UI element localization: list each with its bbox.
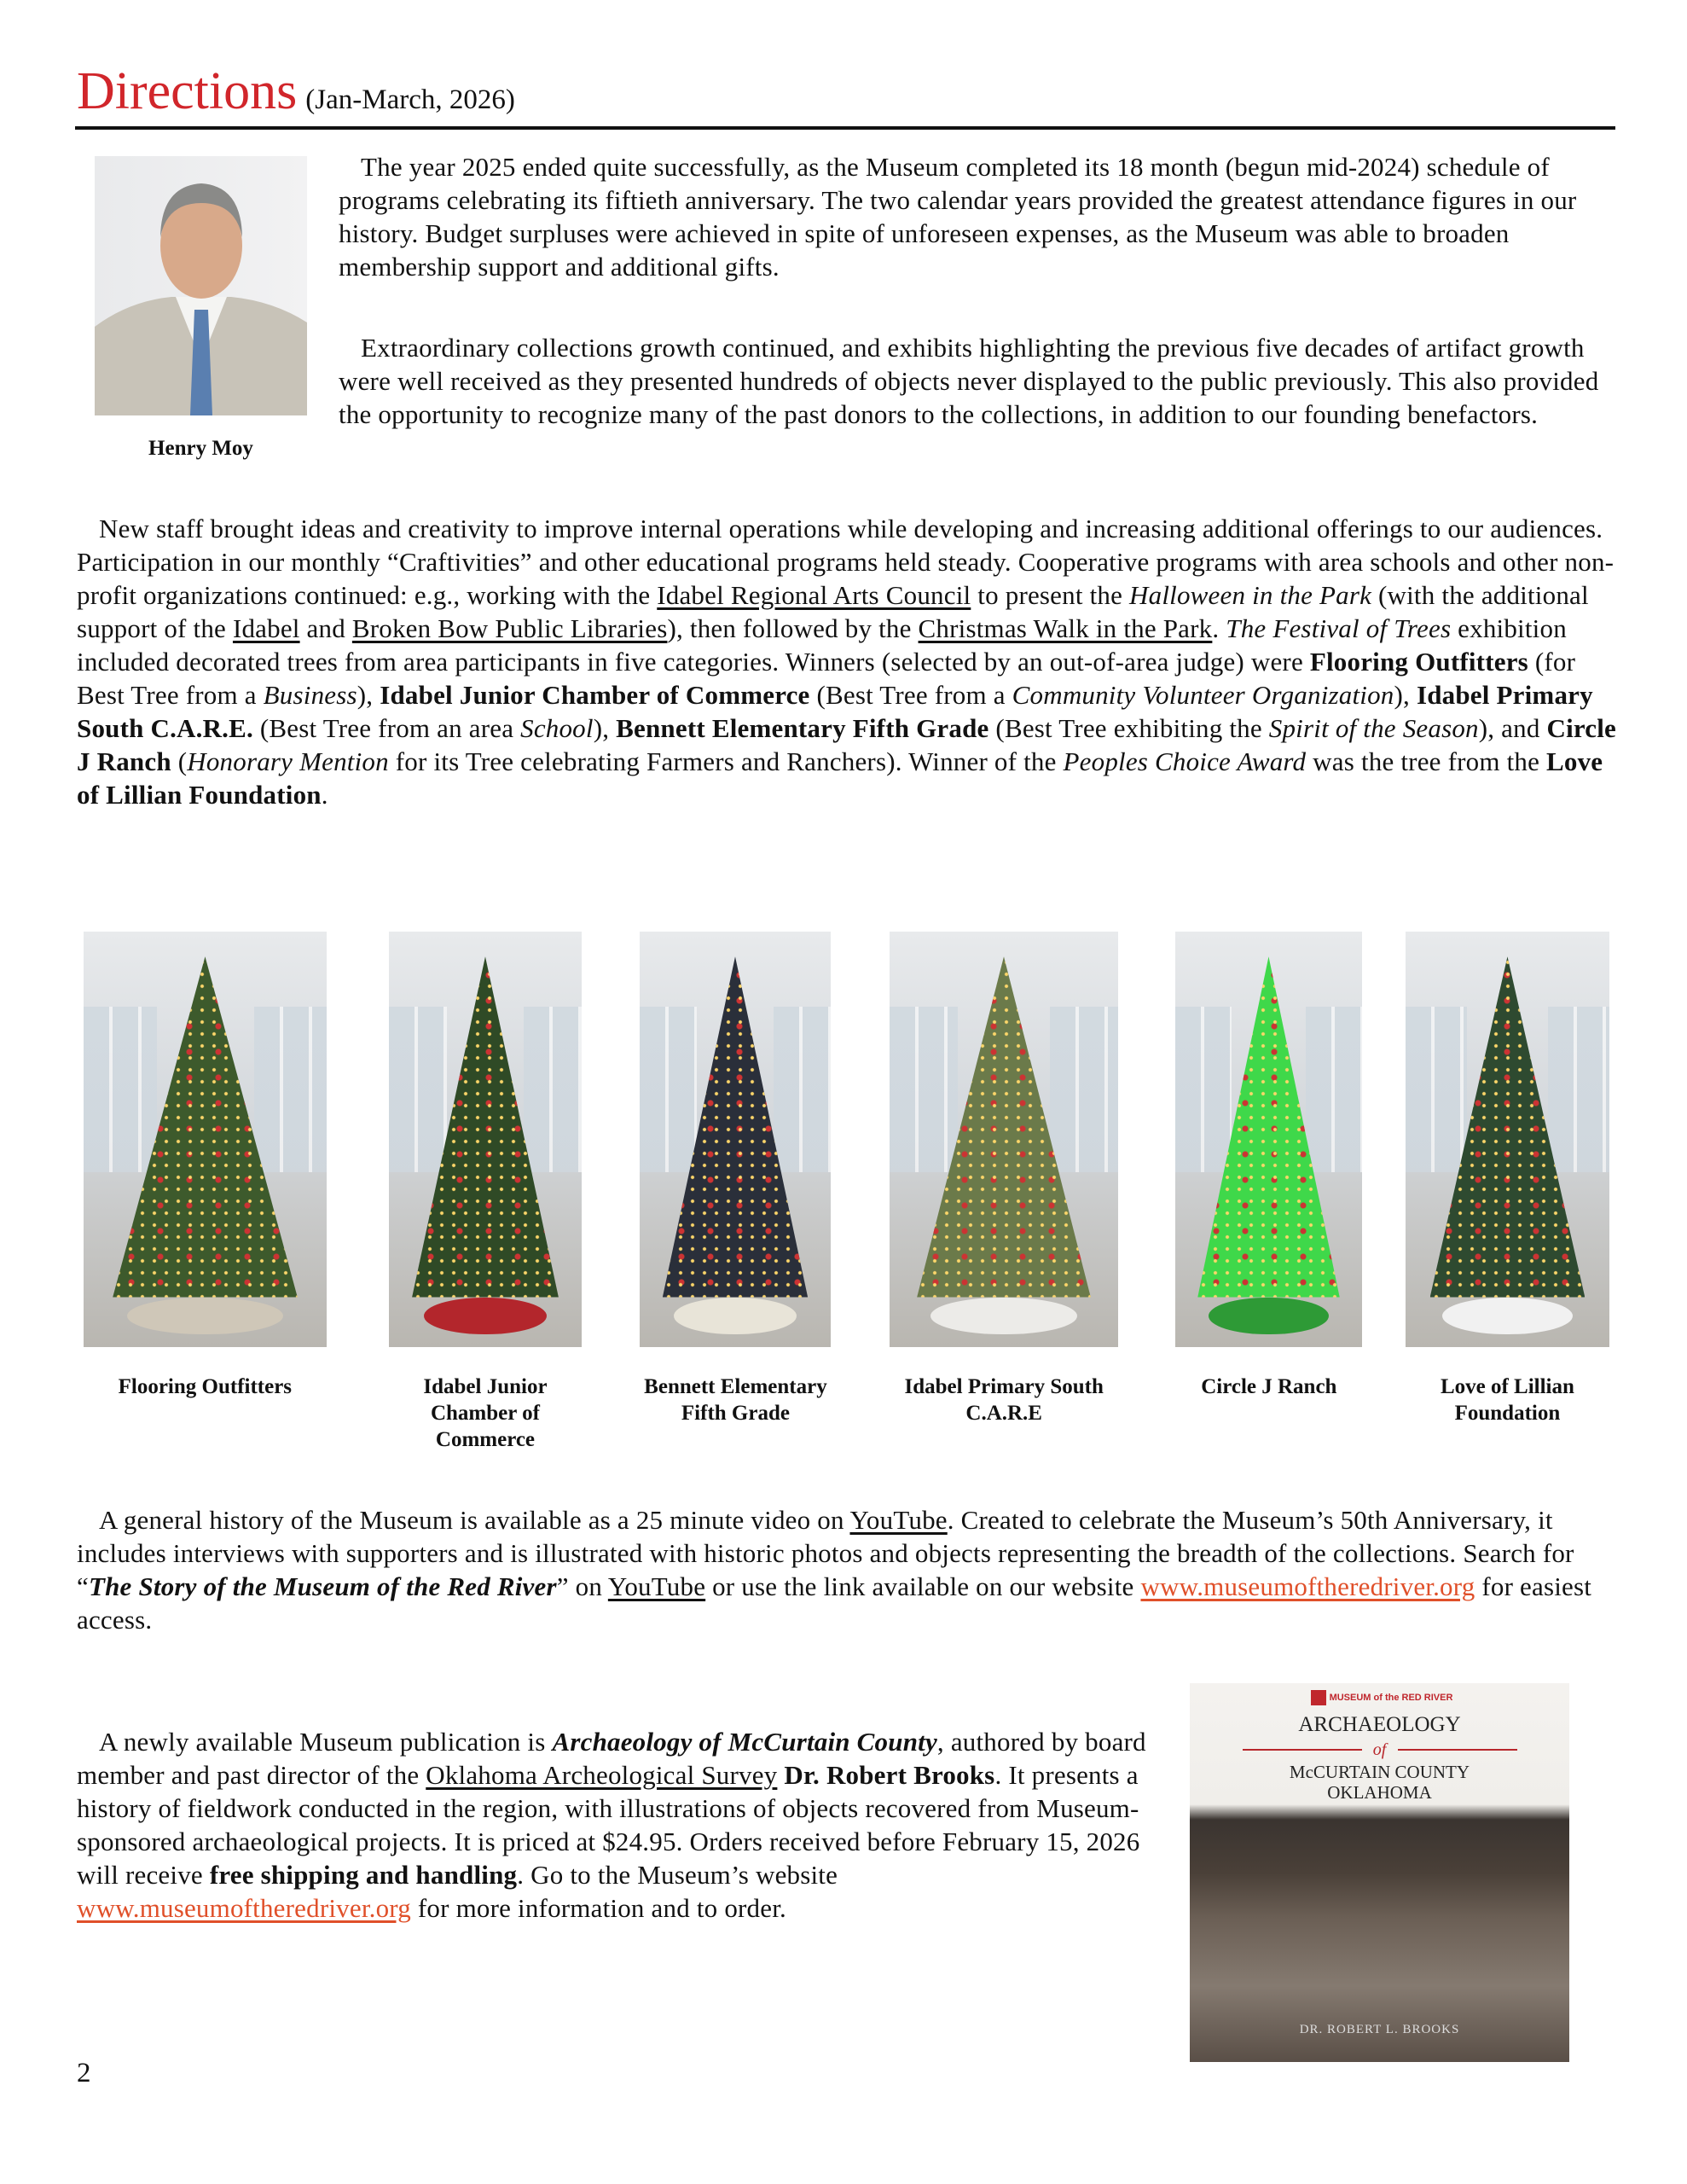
book-cover-image xyxy=(1190,1683,1569,2062)
window xyxy=(1050,1007,1118,1173)
text-run: A newly available Museum publication is xyxy=(99,1727,553,1757)
intro-paragraph xyxy=(339,150,1609,283)
collections-paragraph xyxy=(339,331,1609,431)
text-link[interactable]: Broken Bow Public Libraries xyxy=(351,613,668,643)
emphasis-text: Dr. Robert Brooks xyxy=(784,1760,995,1790)
text-run: , authored by board member and past director of the xyxy=(77,1727,1146,1790)
tree-caption: Bennett Elementary Fifth Grade xyxy=(644,1375,827,1425)
section-title: Directions xyxy=(77,62,298,120)
book-title-line2 xyxy=(1190,1762,1569,1803)
text-run: (Best Tree from an area xyxy=(252,713,521,743)
museum-logo-text: MUSEUM of the RED RIVER xyxy=(1329,1693,1453,1703)
text-link[interactable]: Idabel xyxy=(232,613,300,643)
tree-photo xyxy=(1175,932,1362,1347)
text-run: ), xyxy=(1394,680,1417,710)
text-run: A general history of the Museum is available as a 25 minute video on xyxy=(99,1505,850,1535)
book-title-of: of xyxy=(1372,1740,1387,1759)
tree-caption: Flooring Outfitters xyxy=(118,1375,293,1398)
text-run: The year 2025 ended quite successfully, as the Museum completed its 18 month (begun mid-2024) schedule of programs celebrating its fiftieth anniversary. The two calendar years provided the greatest attendance figures in our history. Budget surpluses were achieved in spite of unforeseen expenses, as the Museum was able to broaden membership support and additional gifts. xyxy=(339,152,1577,282)
window xyxy=(1406,1007,1467,1173)
emphasis-text: The Story of the Museum of the Red River xyxy=(88,1571,557,1601)
tree-skirt xyxy=(127,1298,282,1335)
book-county: McCURTAIN COUNTY xyxy=(1289,1762,1470,1782)
tree-photo xyxy=(84,932,327,1347)
text-link[interactable]: YouTube xyxy=(607,1571,706,1601)
page-number: 2 xyxy=(77,2058,91,2088)
tree-caption: Idabel Primary South C.A.R.E xyxy=(904,1375,1104,1425)
emphasis-text: Peoples Choice Award xyxy=(1063,746,1307,776)
tree-skirt xyxy=(930,1298,1077,1335)
text-link[interactable]: Oklahoma Archeological Survey xyxy=(426,1760,778,1790)
text-run: . Go to the Museum’s website xyxy=(517,1860,838,1890)
text-run: (Best Tree exhibiting the xyxy=(988,713,1269,743)
text-run: (with the additional support of the xyxy=(77,580,1589,643)
text-run: ), then followed by the xyxy=(667,613,919,643)
window xyxy=(524,1007,582,1173)
tree-photo xyxy=(1406,932,1609,1347)
book-author: DR. ROBERT L. BROOKS xyxy=(1299,2023,1460,2036)
tree-caption: Idabel Junior Chamber of Commerce xyxy=(423,1375,548,1451)
tree-skirt xyxy=(1442,1298,1573,1335)
text-run: for more information and to order. xyxy=(410,1893,786,1923)
person-photo-icon xyxy=(95,156,307,415)
emphasis-text: Spirit of the Season xyxy=(1268,713,1479,743)
emphasis-text: Business xyxy=(263,680,357,710)
text-run: ( xyxy=(171,746,188,776)
text-run: or use the link available on our website xyxy=(705,1571,1141,1601)
text-run: exhibition included decorated trees from area participants in five categories. Winners (selected by an out-of-area judge) were xyxy=(77,613,1567,677)
window xyxy=(640,1007,697,1173)
book-title-line1: ARCHAEOLOGY xyxy=(1298,1713,1461,1736)
text-run: New staff brought ideas and creativity to improve internal operations while developing and increasing additional offerings to our audiences. Participation in our monthly “Craftivities” and other educational programs held steady. Cooperative programs with area schools and other non-profit organizations continued: e.g., working with the xyxy=(77,514,1615,610)
publication-paragraph xyxy=(77,1725,1151,1925)
emphasis-text: Halloween in the Park xyxy=(1129,580,1372,610)
staff-programs-paragraph xyxy=(77,512,1620,811)
text-run: . It presents a history of fieldwork conducted in the region, with illustrations of objects recovered from Museum-sponsored archaeological projects. It is priced at $24.95. Orders received before February 15, 2026 will receive xyxy=(77,1760,1140,1890)
text-run: . Created to celebrate the Museum’s 50th Anniversary, it includes interviews with supporters and is illustrated with historic photos and objects representing the breadth of the collections. Search for “ xyxy=(77,1505,1574,1601)
text-run: for easiest access. xyxy=(77,1571,1592,1635)
text-run: . xyxy=(321,780,328,810)
text-run: ” on xyxy=(556,1571,608,1601)
emphasis-text: Honorary Mention xyxy=(187,746,389,776)
emphasis-text: Idabel Junior Chamber of Commerce xyxy=(380,680,810,710)
text-run: (for Best Tree from a xyxy=(77,647,1576,710)
emphasis-text: Flooring Outfitters xyxy=(1309,647,1528,677)
history-video-paragraph xyxy=(77,1503,1620,1636)
text-run: to present the xyxy=(971,580,1130,610)
emphasis-text: Circle J Ranch xyxy=(77,713,1617,776)
emphasis-text: Community Volunteer Organization xyxy=(1012,680,1394,710)
window xyxy=(890,1007,958,1173)
page-title xyxy=(77,61,515,122)
tree-skirt xyxy=(1209,1298,1328,1335)
text-run: and xyxy=(299,613,352,643)
emphasis-text: Idabel Primary South C.A.R.E. xyxy=(77,680,1593,743)
portrait-caption: Henry Moy xyxy=(148,437,253,460)
text-link[interactable]: www.museumoftheredriver.org xyxy=(77,1893,411,1923)
text-run: . xyxy=(1212,613,1226,643)
window xyxy=(1548,1007,1609,1173)
emphasis-text: Archaeology of McCurtain County xyxy=(552,1727,937,1757)
text-link[interactable]: Idabel Regional Arts Council xyxy=(657,580,971,610)
text-run: was the tree from the xyxy=(1306,746,1547,776)
emphasis-text: Bennett Elementary Fifth Grade xyxy=(616,713,989,743)
tree-skirt xyxy=(424,1298,548,1335)
tree-caption: Love of Lillian Foundation xyxy=(1440,1375,1574,1425)
text-run: ), xyxy=(593,713,617,743)
text-link[interactable]: www.museumoftheredriver.org xyxy=(1140,1571,1475,1601)
window xyxy=(389,1007,447,1173)
museum-logo-icon xyxy=(1311,1690,1326,1705)
text-run: for its Tree celebrating Farmers and Ranchers). Winner of the xyxy=(388,746,1064,776)
emphasis-text: Love of Lillian Foundation xyxy=(77,746,1603,810)
window xyxy=(254,1007,328,1173)
emphasis-text: The Festival of Trees xyxy=(1226,613,1452,643)
text-link[interactable]: Christmas Walk in the Park xyxy=(918,613,1213,643)
tree-photo xyxy=(640,932,831,1347)
museum-logo xyxy=(1309,1688,1454,1707)
tree-caption: Circle J Ranch xyxy=(1201,1375,1337,1398)
tree-photo xyxy=(890,932,1118,1347)
tree-skirt xyxy=(674,1298,796,1335)
section-subtitle: (Jan-March, 2026) xyxy=(305,84,515,115)
text-link[interactable]: YouTube xyxy=(849,1505,948,1535)
text-run: ), xyxy=(357,680,380,710)
text-run: (Best Tree from a xyxy=(809,680,1012,710)
emphasis-text: free shipping and handling xyxy=(209,1860,518,1890)
window xyxy=(84,1007,157,1173)
text-run: ), and xyxy=(1478,713,1547,743)
tree-photo xyxy=(389,932,582,1347)
window xyxy=(1175,1007,1232,1173)
emphasis-text: School xyxy=(520,713,594,743)
window xyxy=(1306,1007,1362,1173)
title-divider xyxy=(75,126,1615,130)
book-state: OKLAHOMA xyxy=(1327,1782,1432,1803)
window xyxy=(774,1007,831,1173)
text-run: Extraordinary collections growth continued, and exhibits highlighting the previous five decades of artifact growth were well received as they presented hundreds of objects never displayed to the public previously. This also provided the opportunity to recognize many of the past donors to the collections, in addition to our founding benefactors. xyxy=(339,333,1599,429)
henry-moy-photo xyxy=(95,156,307,415)
